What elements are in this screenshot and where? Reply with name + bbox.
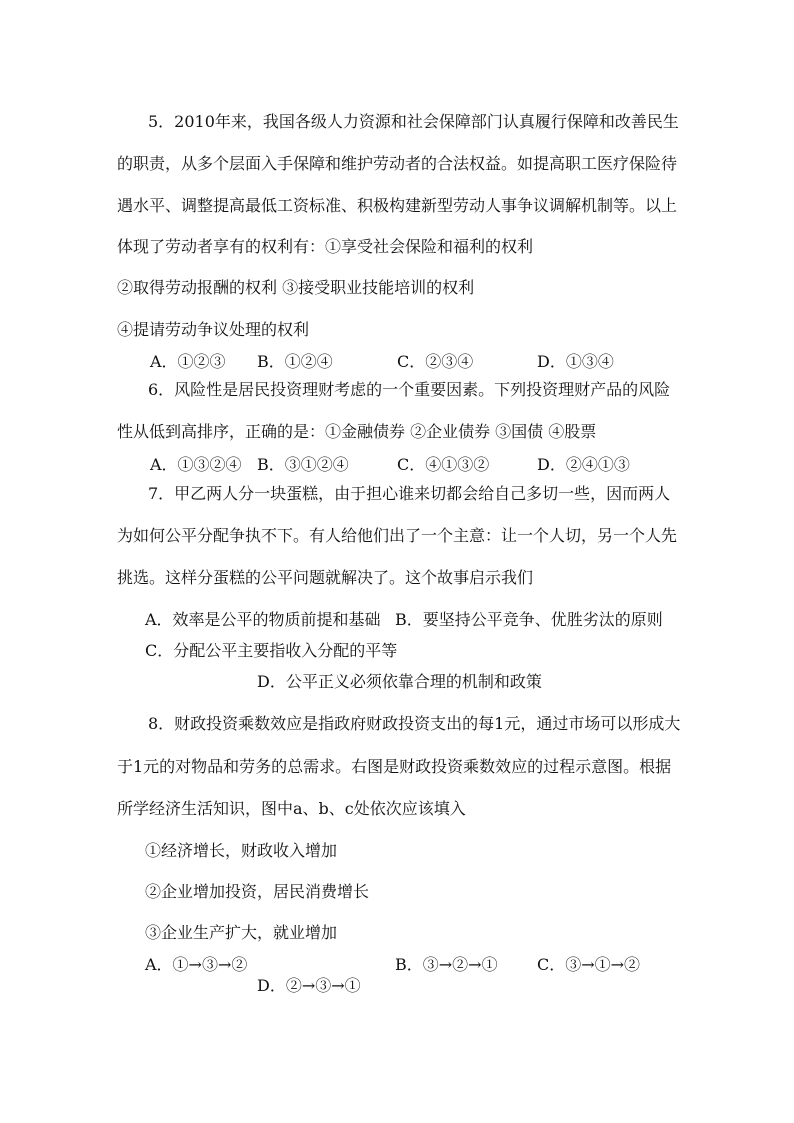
q7-option-c: C．分配公平主要指收入分配的平等: [145, 641, 398, 660]
q8-option-d: D．②→③→①: [257, 976, 361, 995]
q7-option-d: D．公平正义必须依靠合理的机制和政策: [257, 672, 542, 691]
q8-option-a: A．①→③→②: [145, 955, 248, 974]
q5-option-d: D．①③④: [537, 352, 614, 371]
q5-line-3: 遇水平、调整提高最低工资标准、积极构建新型劳动人事争议调解机制等。以上: [117, 196, 678, 215]
q6-option-a: A．①③②④: [150, 455, 242, 474]
q8-line-2: 于1元的对物品和劳务的总需求。右图是财政投资乘数效应的过程示意图。根据: [117, 757, 672, 776]
q6-option-c: C．④①③②: [397, 455, 490, 474]
q8-item-1: ①经济增长，财政收入增加: [145, 841, 338, 860]
q6-line-1: 6．风险性是居民投资理财考虑的一个重要因素。下列投资理财产品的风险: [148, 380, 671, 399]
q8-line-1: 8．财政投资乘数效应是指政府财政投资支出的每1元，通过市场可以形成大: [148, 714, 681, 733]
q5-option-b: B．①②④: [257, 352, 333, 371]
q7-line-2: 为如何公平分配争执不下。有人给他们出了一个主意：让一个人切，另一个人先: [117, 526, 678, 545]
q6-option-d: D．②④①③: [537, 455, 630, 474]
q8-item-3: ③企业生产扩大，就业增加: [145, 923, 338, 942]
q5-line-4: 体现了劳动者享有的权利有：①享受社会保险和福利的权利: [117, 237, 534, 256]
q5-option-a: A．①②③: [150, 352, 226, 371]
q8-option-b: B．③→②→①: [395, 955, 498, 974]
q7-line-3: 挑选。这样分蛋糕的公平问题就解决了。这个故事启示我们: [117, 568, 534, 587]
q5-option-c: C．②③④: [397, 352, 474, 371]
q8-option-c: C．③→①→②: [537, 955, 641, 974]
q6-line-2: 性从低到高排序，正确的是：①金融债券 ②企业债券 ③国债 ④股票: [117, 422, 597, 441]
q5-line-1: 5．2010年来，我国各级人力资源和社会保障部门认真履行保障和改善民生: [148, 112, 679, 131]
q5-line-6: ④提请劳动争议处理的权利: [117, 320, 310, 339]
q8-line-3: 所学经济生活知识，图中a、b、c处依次应该填入: [117, 799, 466, 818]
q8-item-2: ②企业增加投资，居民消费增长: [145, 882, 370, 901]
q5-line-5: ②取得劳动报酬的权利 ③接受职业技能培训的权利: [117, 278, 475, 297]
q7-option-a: A．效率是公平的物质前提和基础: [145, 610, 381, 629]
q6-option-b: B．③①②④: [257, 455, 349, 474]
q5-line-2: 的职责，从多个层面入手保障和维护劳动者的合法权益。如提高职工医疗保险待: [117, 154, 678, 173]
q7-line-1: 7．甲乙两人分一块蛋糕，由于担心谁来切都会给自己多切一些，因而两人: [148, 484, 671, 503]
q7-option-b: B．要坚持公平竞争、优胜劣汰的原则: [395, 610, 663, 629]
